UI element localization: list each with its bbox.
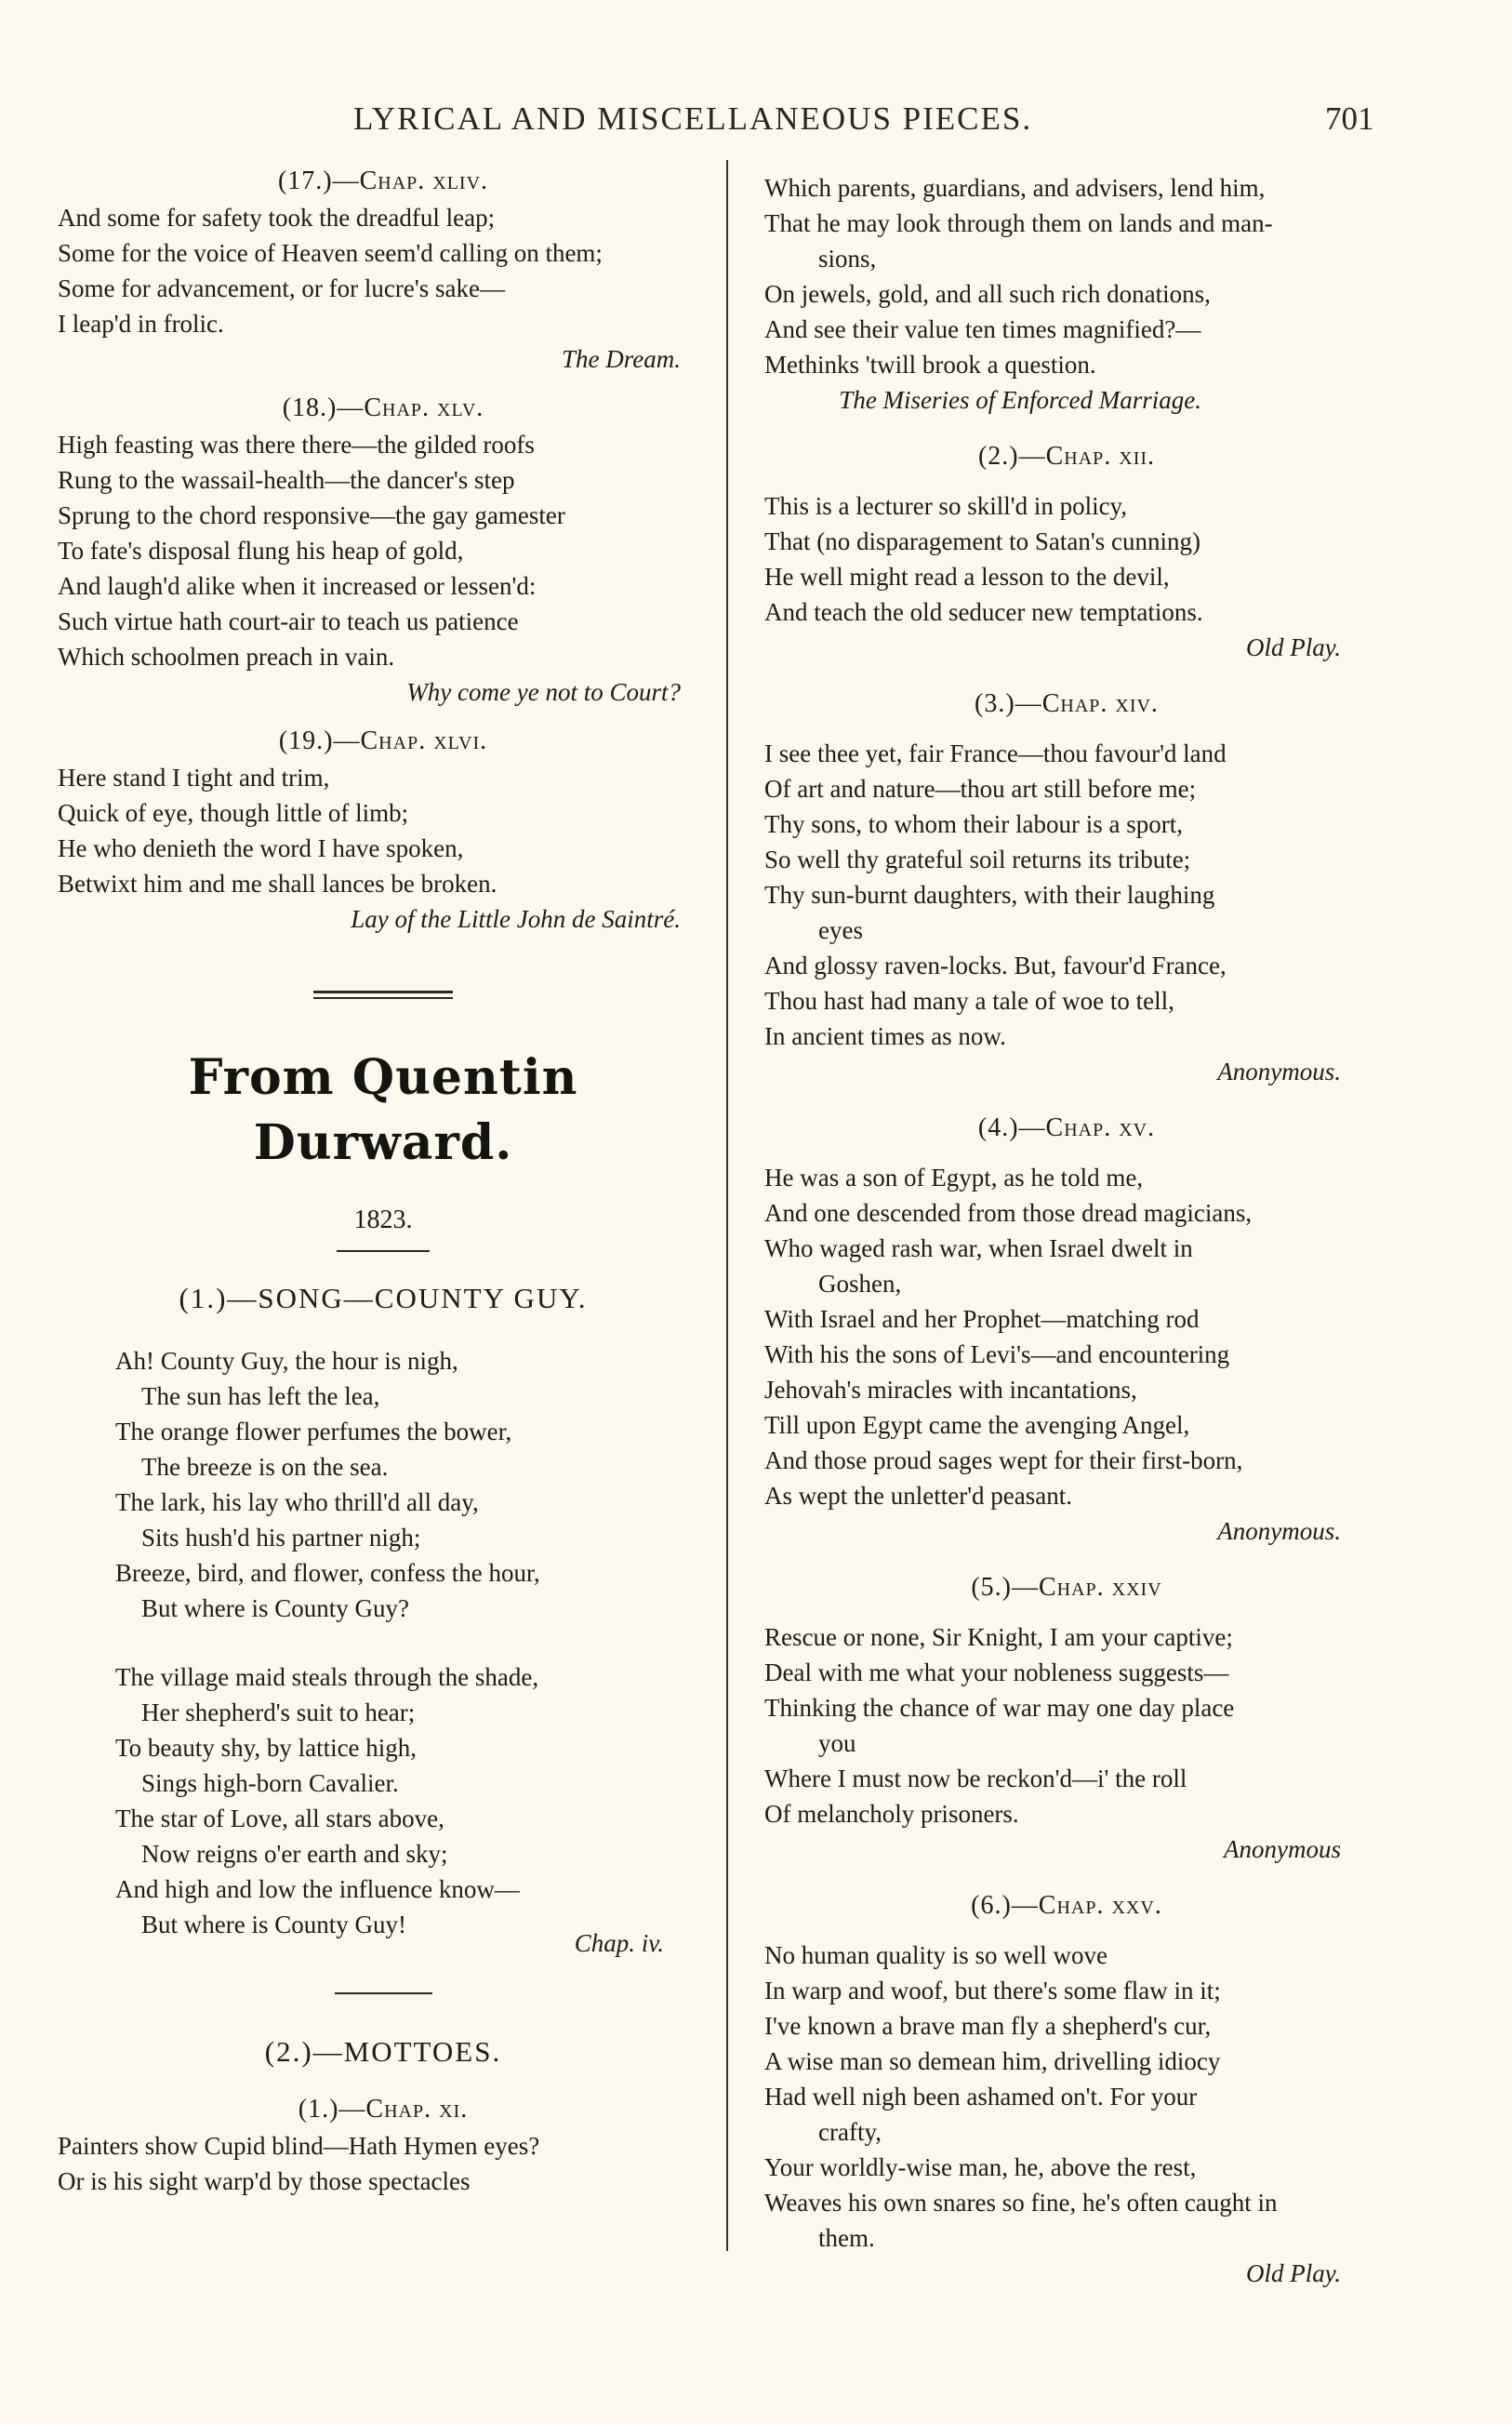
verse-line: Where I must now be reckon'd—i' the roll xyxy=(764,1765,1187,1792)
verse-line: And those proud sages wept for their first-born, xyxy=(764,1446,1243,1474)
motto-18-source: Why come ye not to Court? xyxy=(406,678,681,706)
motto-1-verse-continued xyxy=(764,170,1369,382)
verse-line: you xyxy=(818,1729,856,1757)
verse-line: But where is County Guy? xyxy=(141,1594,409,1622)
verse-line: And high and low the influence know— xyxy=(115,1875,520,1903)
verse-line: Now reigns o'er earth and sky; xyxy=(141,1840,448,1868)
motto-17-source: The Dream. xyxy=(562,345,681,373)
verse-line: Quick of eye, though little of limb; xyxy=(58,799,409,827)
motto-4-verse xyxy=(764,1160,1369,1513)
verse-line: He who denieth the word I have spoken, xyxy=(58,834,464,862)
verse-line: Your worldly-wise man, he, above the rest, xyxy=(764,2153,1197,2181)
motto-17-verse xyxy=(58,200,709,341)
motto-6-heading: (6.)—Chap. xxv. xyxy=(971,1891,1162,1920)
song-heading: (1.)—SONG—COUNTY GUY. xyxy=(179,1282,588,1314)
motto-2-source: Old Play. xyxy=(1246,633,1341,661)
verse-line: Deal with me what your nobleness suggests— xyxy=(764,1658,1229,1686)
motto-19-heading: (19.)—Chap. xlvi. xyxy=(278,726,488,755)
motto-5-heading: (5.)—Chap. xxiv xyxy=(971,1573,1162,1602)
verse-line: But where is County Guy! xyxy=(141,1911,406,1938)
motto-19-source: Lay of the Little John de Saintré. xyxy=(351,905,681,933)
verse-line: Which schoolmen preach in vain. xyxy=(58,643,395,671)
verse-line: Jehovah's miracles with incantations, xyxy=(764,1376,1137,1404)
verse-line: The lark, his lay who thrill'd all day, xyxy=(115,1488,479,1516)
song-source: Chap. iv. xyxy=(574,1929,664,1957)
verse-line: Sprung to the chord responsive—the gay gamester xyxy=(58,501,565,529)
verse-line: That (no disparagement to Satan's cunning) xyxy=(764,527,1200,555)
song-stanza-2 xyxy=(58,1659,709,1957)
verse-line: He was a son of Egypt, as he told me, xyxy=(764,1164,1144,1192)
song-stanza-1 xyxy=(58,1343,709,1626)
motto-2-verse xyxy=(764,488,1369,630)
running-title: LYRICAL AND MISCELLANEOUS PIECES. xyxy=(353,100,1033,137)
verse-line: Had well nigh been ashamed on't. For your xyxy=(764,2083,1198,2111)
column-divider xyxy=(726,160,728,2251)
motto-3-verse xyxy=(764,736,1369,1054)
verse-line: I see thee yet, fair France—thou favour'd land xyxy=(764,739,1227,767)
section-year: 1823. xyxy=(353,1205,413,1234)
verse-line: And glossy raven-locks. But, favour'd France, xyxy=(764,952,1227,979)
verse-line: them. xyxy=(818,2224,875,2252)
verse-line: Sits hush'd his partner nigh; xyxy=(141,1524,421,1552)
verse-line: The sun has left the lea, xyxy=(141,1382,380,1410)
motto-5-source: Anonymous xyxy=(1224,1835,1341,1863)
verse-line: Of melancholy prisoners. xyxy=(764,1800,1019,1828)
verse-line: He well might read a lesson to the devil, xyxy=(764,563,1170,591)
motto-4-heading: (4.)—Chap. xv. xyxy=(977,1113,1156,1142)
verse-line: Such virtue hath court-air to teach us patience xyxy=(58,607,519,635)
motto-3-heading: (3.)—Chap. xiv. xyxy=(975,689,1159,718)
motto-3-source: Anonymous. xyxy=(1217,1058,1341,1085)
verse-line: On jewels, gold, and all such rich donations, xyxy=(764,280,1211,308)
verse-line: I've known a brave man fly a shepherd's cur, xyxy=(764,2012,1212,2040)
verse-line: In warp and woof, but there's some flaw in it; xyxy=(764,1977,1221,2004)
motto-5-verse xyxy=(764,1619,1369,1831)
verse-line: Thy sons, to whom their labour is a sport, xyxy=(764,810,1183,838)
motto-19-verse xyxy=(58,760,709,901)
right-column xyxy=(764,170,1369,2291)
verse-line: With his the sons of Levi's—and encountering xyxy=(764,1340,1230,1368)
motto-18-heading: (18.)—Chap. xlv. xyxy=(282,393,484,422)
verse-line: Sings high-born Cavalier. xyxy=(141,1769,399,1797)
verse-line: And one descended from those dread magicians, xyxy=(764,1199,1253,1227)
motto-18-verse xyxy=(58,427,709,674)
verse-line: In ancient times as now. xyxy=(764,1022,1006,1050)
verse-line: sions, xyxy=(818,245,877,273)
section-title: From Quentin Durward. xyxy=(188,1049,578,1171)
verse-line: This is a lecturer so skill'd in policy, xyxy=(764,492,1128,520)
section-divider xyxy=(313,991,453,999)
motto-17-heading: (17.)—Chap. xliv. xyxy=(277,166,489,195)
verse-line: And laugh'd alike when it increased or lessen'd: xyxy=(58,572,537,600)
verse-line: Breeze, bird, and flower, confess the hour, xyxy=(115,1559,540,1587)
verse-line: Weaves his own snares so fine, he's often caught in xyxy=(764,2189,1278,2217)
verse-line: The orange flower perfumes the bower, xyxy=(115,1418,512,1445)
verse-line: Some for the voice of Heaven seem'd calling on them; xyxy=(58,239,603,267)
verse-line: And teach the old seducer new temptations. xyxy=(764,598,1203,626)
verse-line: Painters show Cupid blind—Hath Hymen eyes? xyxy=(58,2132,540,2160)
verse-line: Goshen, xyxy=(818,1270,902,1298)
verse-line: And see their value ten times magnified?— xyxy=(764,315,1201,343)
verse-line: Some for advancement, or for lucre's sake— xyxy=(58,274,505,302)
motto-2-heading: (2.)—Chap. xii. xyxy=(977,442,1156,471)
verse-line: eyes xyxy=(818,916,863,944)
motto-1-verse xyxy=(58,2128,709,2199)
verse-line: Methinks 'twill brook a question. xyxy=(764,351,1096,379)
verse-line: And some for safety took the dreadful leap; xyxy=(58,204,496,232)
verse-line: Her shepherd's suit to hear; xyxy=(141,1698,416,1726)
verse-line: With Israel and her Prophet—matching rod xyxy=(764,1305,1200,1333)
verse-line: Rung to the wassail-health—the dancer's step xyxy=(58,466,515,494)
verse-line: A wise man so demean him, drivelling idiocy xyxy=(764,2047,1221,2075)
mottoes-heading: (2.)—MOTTOES. xyxy=(264,2035,502,2068)
verse-line: Thy sun-burnt daughters, with their laughing xyxy=(764,881,1215,909)
verse-line: Thinking the chance of war may one day place xyxy=(764,1694,1235,1722)
verse-line: The breeze is on the sea. xyxy=(141,1453,389,1481)
verse-line: crafty, xyxy=(818,2118,882,2146)
motto-1-heading: (1.)—Chap. xi. xyxy=(298,2095,469,2124)
verse-line: Who waged rash war, when Israel dwelt in xyxy=(764,1234,1193,1262)
verse-line: So well thy grateful soil returns its tribute; xyxy=(764,846,1191,873)
verse-line: The village maid steals through the shade, xyxy=(115,1663,539,1691)
verse-line: That he may look through them on lands and man- xyxy=(764,209,1273,237)
verse-line: Betwixt him and me shall lances be broken. xyxy=(58,870,497,898)
motto-1-source: The Miseries of Enforced Marriage. xyxy=(839,386,1201,414)
verse-line: As wept the unletter'd peasant. xyxy=(764,1482,1073,1510)
page-number: 701 xyxy=(1325,100,1374,137)
verse-line: Rescue or none, Sir Knight, I am your captive; xyxy=(764,1623,1233,1651)
verse-line: I leap'd in frolic. xyxy=(58,310,224,338)
verse-line: To beauty shy, by lattice high, xyxy=(115,1734,418,1762)
verse-line: No human quality is so well wove xyxy=(764,1941,1107,1969)
verse-line: Ah! County Guy, the hour is nigh, xyxy=(115,1347,458,1375)
verse-line: Here stand I tight and trim, xyxy=(58,764,330,792)
verse-line: High feasting was there there—the gilded roofs xyxy=(58,431,535,459)
verse-line: Till upon Egypt came the avenging Angel, xyxy=(764,1411,1190,1439)
verse-line: Of art and nature—thou art still before me; xyxy=(764,775,1197,803)
verse-line: To fate's disposal flung his heap of gold, xyxy=(58,537,464,565)
verse-line: Which parents, guardians, and advisers, lend him, xyxy=(764,174,1266,202)
verse-line: Thou hast had many a tale of woe to tell, xyxy=(764,987,1174,1015)
motto-4-source: Anonymous. xyxy=(1217,1517,1341,1545)
verse-line: The star of Love, all stars above, xyxy=(115,1805,444,1832)
left-column xyxy=(58,163,709,2199)
motto-6-verse xyxy=(764,1938,1369,2256)
verse-line: Or is his sight warp'd by those spectacles xyxy=(58,2167,471,2195)
motto-6-source: Old Play. xyxy=(1246,2259,1341,2287)
